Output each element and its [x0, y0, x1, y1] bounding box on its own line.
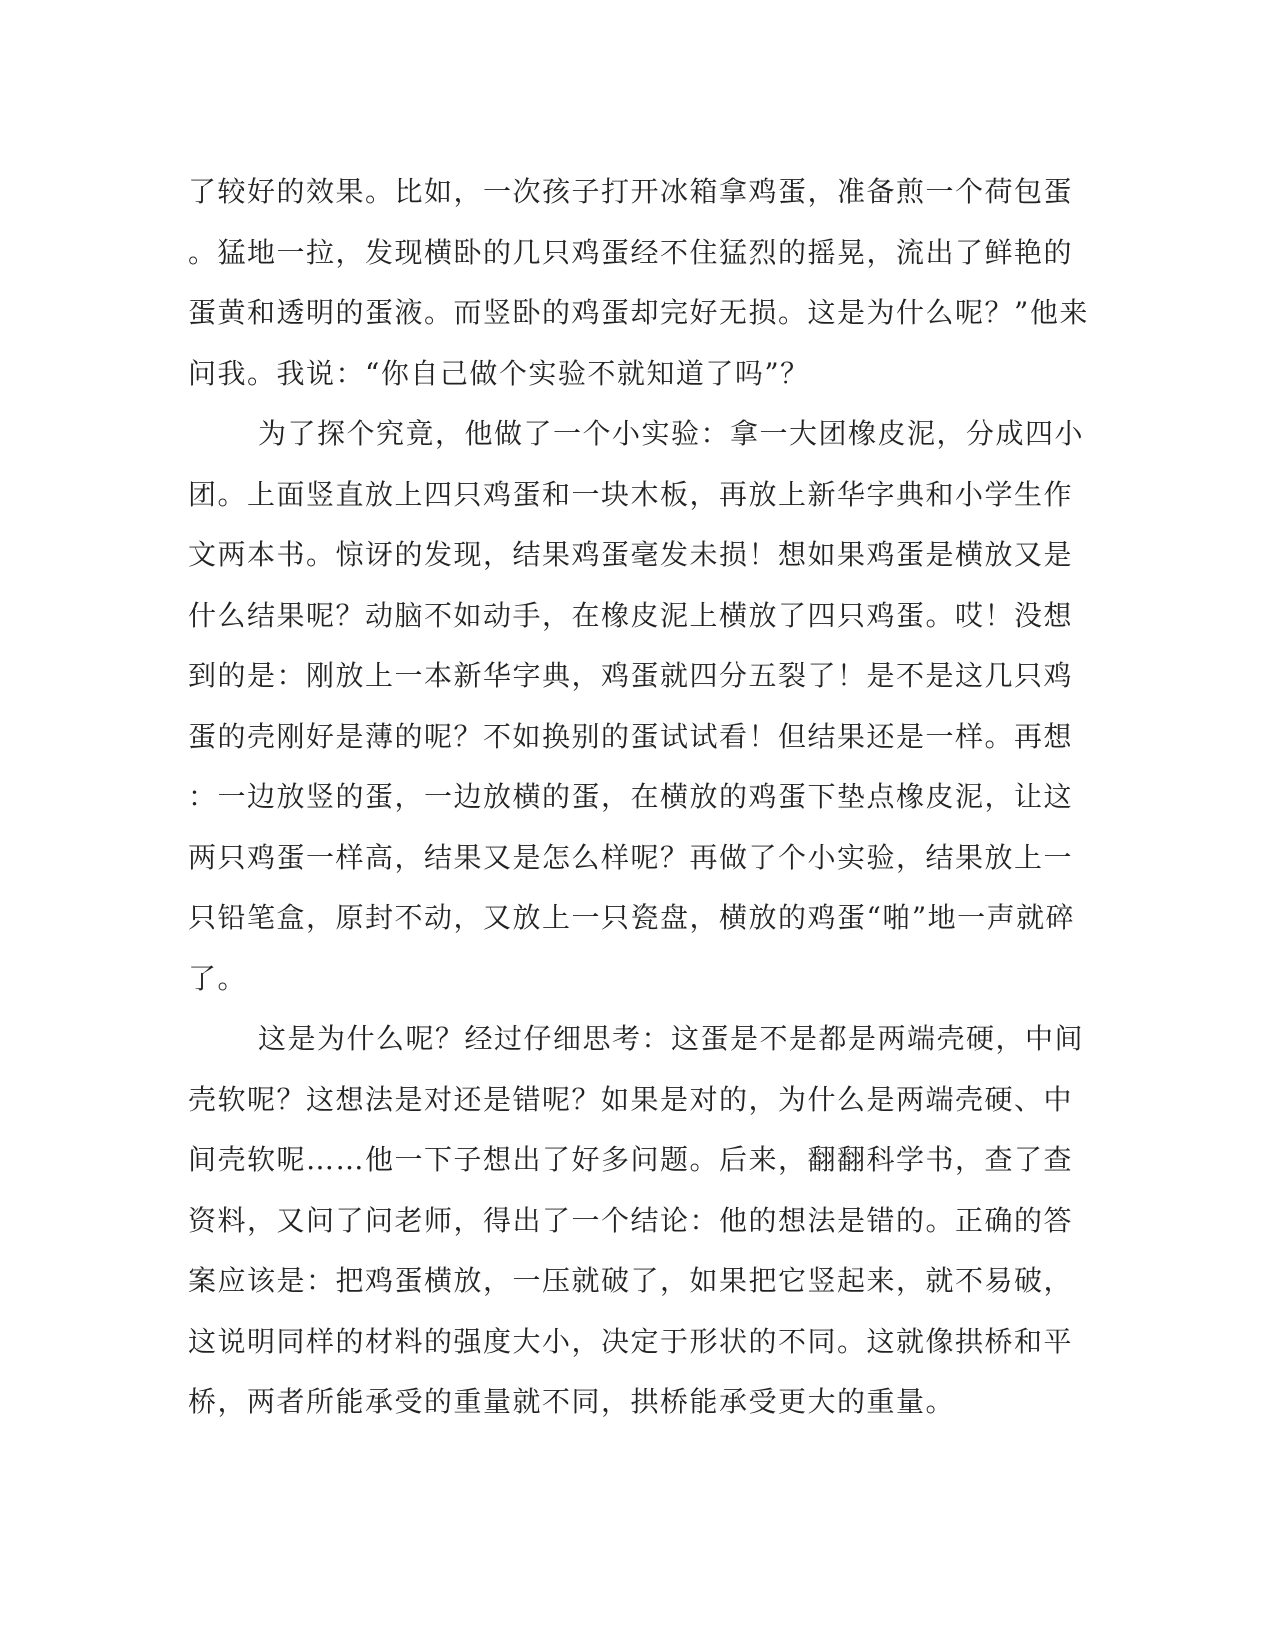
- text-line: 蛋黄和透明的蛋液。而竖卧的鸡蛋却完好无损。这是为什么呢？”他来: [188, 296, 1089, 329]
- text-line: 只铅笔盒，原封不动，又放上一只瓷盘，横放的鸡蛋“啪”地一声就碎: [188, 901, 1076, 934]
- paragraph-1: [188, 162, 1089, 404]
- text-line: 这是为什么呢？经过仔细思考：这蛋是不是都是两端壳硬，中间: [258, 1022, 1085, 1055]
- paragraph-2: [188, 404, 1085, 1009]
- text-line: 文两本书。惊讶的发现，结果鸡蛋毫发未损！想如果鸡蛋是横放又是: [188, 538, 1074, 571]
- text-line: 什么结果呢？动脑不如动手，在橡皮泥上横放了四只鸡蛋。哎！没想: [188, 598, 1074, 632]
- text-line: 问我。我说：“你自己做个实验不就知道了吗”？: [188, 356, 810, 390]
- text-line: ：一边放竖的蛋，一边放横的蛋，在横放的鸡蛋下垫点橡皮泥，让这: [188, 780, 1074, 813]
- paragraph-3: [188, 1009, 1085, 1433]
- text-line: 了。: [188, 961, 248, 995]
- text-line: 桥，两者所能承受的重量就不同，拱桥能承受更大的重量。: [188, 1385, 956, 1418]
- text-line: 这说明同样的材料的强度大小，决定于形状的不同。这就像拱桥和平: [188, 1324, 1074, 1358]
- text-line: 。猛地一拉，发现横卧的几只鸡蛋经不住猛烈的摇晃，流出了鲜艳的: [188, 235, 1074, 269]
- text-line: 蛋的壳刚好是薄的呢？不如换别的蛋试试看！但结果还是一样。再想: [188, 719, 1074, 753]
- text-line: 两只鸡蛋一样高，结果又是怎么样呢？再做了个小实验，结果放上一: [188, 840, 1074, 874]
- text-line: 到的是：刚放上一本新华字典，鸡蛋就四分五裂了！是不是这几只鸡: [188, 659, 1074, 692]
- text-line: 团。上面竖直放上四只鸡蛋和一块木板，再放上新华字典和小学生作: [188, 477, 1074, 511]
- text-line: 为了探个究竟，他做了一个小实验：拿一大团橡皮泥，分成四小: [258, 417, 1085, 450]
- text-line: 了较好的效果。比如，一次孩子打开冰箱拿鸡蛋，准备煎一个荷包蛋: [188, 175, 1074, 208]
- text-line: 壳软呢？这想法是对还是错呢？如果是对的，为什么是两端壳硬、中: [188, 1082, 1074, 1116]
- text-line: 案应该是：把鸡蛋横放，一压就破了，如果把它竖起来，就不易破，: [188, 1264, 1074, 1297]
- text-line: 资料，又问了问老师，得出了一个结论：他的想法是错的。正确的答: [188, 1203, 1074, 1237]
- text-line: 间壳软呢……他一下子想出了好多问题。后来，翻翻科学书，查了查: [188, 1143, 1074, 1176]
- document-body: [188, 162, 1089, 1433]
